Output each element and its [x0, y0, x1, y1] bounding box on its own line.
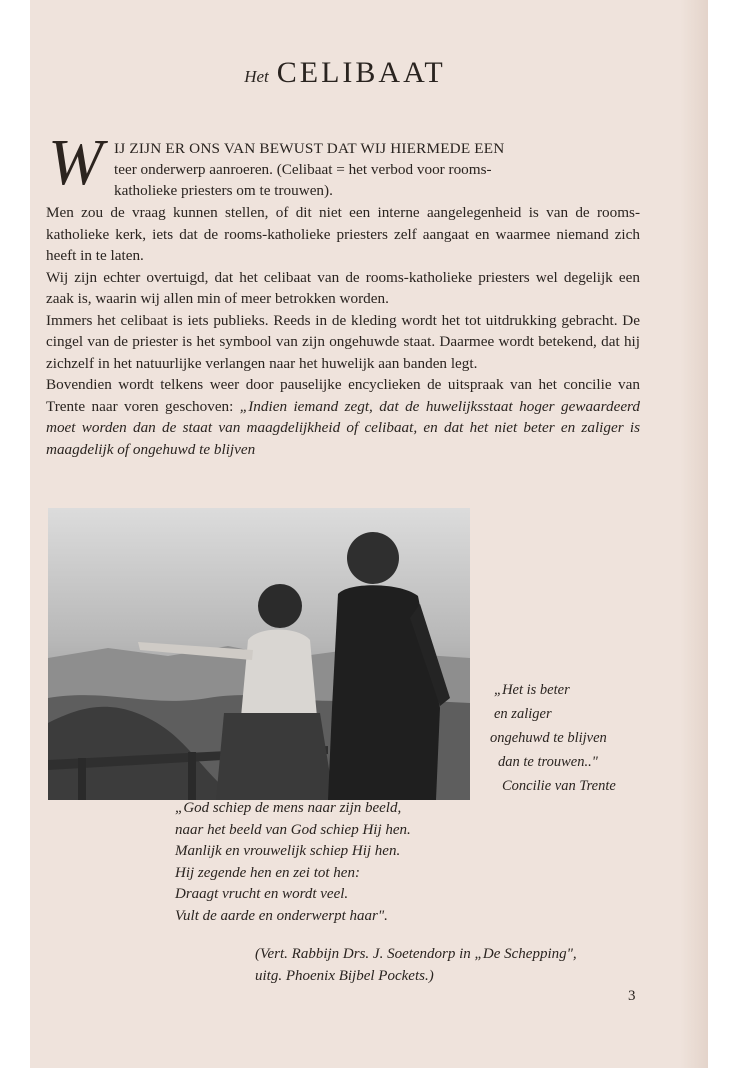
- page: [30, 0, 708, 1068]
- genesis-quote: [175, 798, 505, 927]
- poem-line: „God schiep de mens naar zijn beeld,: [175, 800, 402, 816]
- caption-line: Concilie van Trente: [502, 778, 616, 794]
- caption-line: dan te trouwen..": [498, 754, 598, 770]
- paragraph-4: [46, 374, 640, 460]
- paragraph-1: Men zou de vraag kunnen stellen, of dit niet een interne aangelegenheid is van de rooms-katholieke kerk, iets dat de rooms-katholieke priesters zelf aangaat en waarmee niemand zich heeft in te laten.: [46, 204, 640, 264]
- title-main: CELIBAAT: [276, 56, 446, 89]
- caption-line: „Het is beter: [494, 682, 570, 698]
- poem-line: Manlijk en vrouwelijk schiep Hij hen.: [175, 843, 401, 859]
- page-title: [180, 56, 510, 90]
- intro-block: [46, 126, 640, 202]
- title-prefix: Het: [244, 67, 269, 86]
- poem-line: Hij zegende hen en zei tot hen:: [175, 864, 360, 881]
- paragraph-2: Wij zijn echter overtuigd, dat het celibaat van de rooms-katholieke priesters wel degelijk een zaak is, waarin wij allen min of meer betrokken worden.: [46, 268, 640, 307]
- intro-line-3: katholieke priesters om te trouwen).: [114, 182, 333, 199]
- intro-line-2: teer onderwerp aanroeren. (Celibaat = het verbod voor rooms-: [114, 161, 492, 178]
- paragraph-3: Immers het celibaat is iets publieks. Reeds in de kleding wordt het tot uitdrukking gebracht. De cingel van de priester is het symbool van zijn ongehuwde staat. Daarmee wordt betekend, dat hij zichzelf in het natuurlijke verlangen naar het huwelijk aan banden legt.: [46, 311, 640, 372]
- page-number: 3: [628, 988, 636, 1004]
- source-line-1: (Vert. Rabbijn Drs. J. Soetendorp in „De Schepping",: [255, 946, 577, 962]
- poem-line: Vult de aarde en onderwerpt haar".: [175, 907, 388, 924]
- poem-line: naar het beeld van God schiep Hij hen.: [175, 821, 411, 838]
- trente-quote: „Indien iemand zegt, dat de huwelijksstaat hoger gewaardeerd moet worden dan de staat van maagdelijkheid of celibaat, en dat het niet beter en zaliger is maagdelijk of ongehuwd te blijven: [46, 397, 641, 458]
- source-citation: [255, 944, 655, 987]
- intro-line-1: IJ ZIJN ER ONS VAN BEWUST DAT WIJ HIERMEDE EEN: [114, 140, 505, 157]
- caption-line: ongehuwd te blijven: [490, 730, 607, 746]
- article-body: [46, 126, 641, 460]
- drop-cap: W: [48, 126, 103, 199]
- poem-line: Draagt vrucht en wordt veel.: [175, 886, 349, 902]
- paragraph-4-text: Bovendien wordt telkens weer door pauselijke encyclieken de uitspraak van het concilie van Trente naar voren geschoven:: [46, 376, 640, 415]
- photo-couple-overlook: [48, 508, 470, 800]
- caption-line: en zaliger: [494, 706, 552, 722]
- source-line-2: uitg. Phoenix Bijbel Pockets.): [255, 967, 434, 984]
- photo-caption: [490, 678, 640, 798]
- photo-illustration: [48, 508, 470, 800]
